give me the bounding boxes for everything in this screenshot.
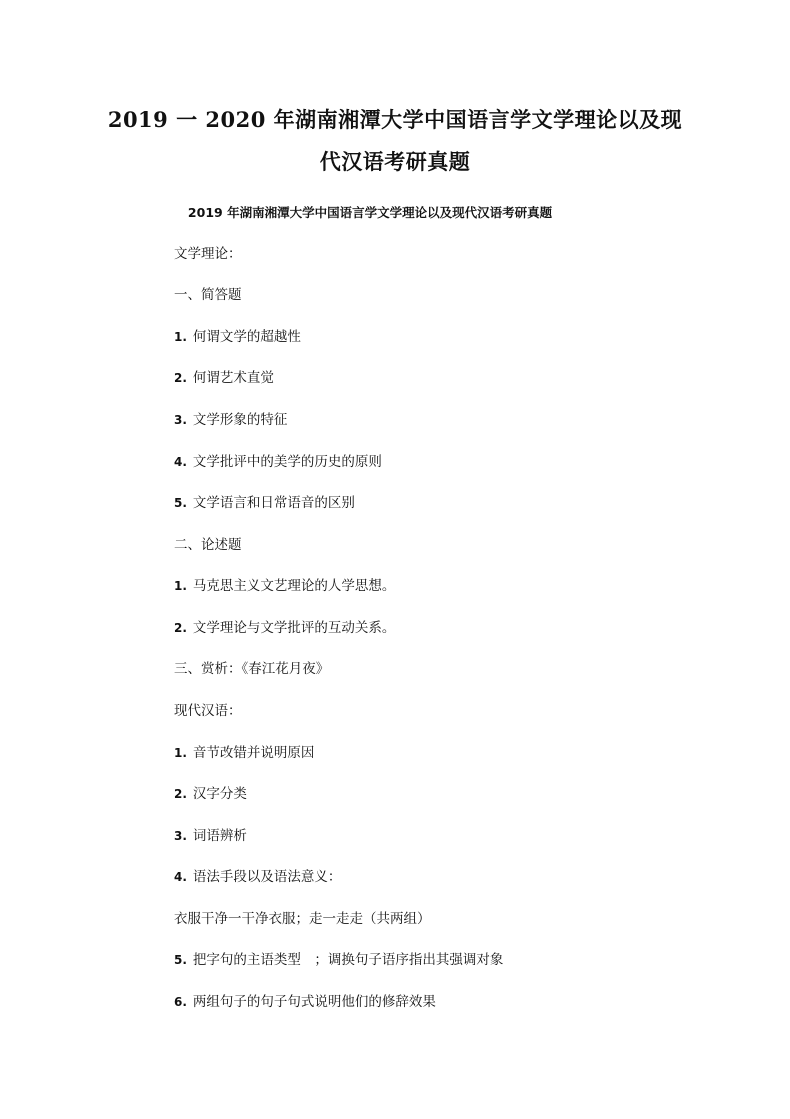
item-number: 1. <box>174 746 187 760</box>
section1-heading: 一、简答题 <box>174 287 242 303</box>
list-item <box>174 951 503 969</box>
item-number: 1. <box>174 330 187 344</box>
item-text: 词语辨析 <box>192 828 247 844</box>
list-item <box>174 328 301 346</box>
item-text: 两组句子的句子句式说明他们的修辞效果 <box>192 994 436 1010</box>
item-text: 马克思主义文艺理论的人学思想。 <box>192 578 396 594</box>
item-text: 汉字分类 <box>192 786 247 802</box>
item-text: 音节改错并说明原因 <box>192 745 315 761</box>
document-title-line-1: 2019 一 2020 年湖南湘潭大学中国语言学文学理论以及现 <box>107 107 683 132</box>
item-text: 语法手段以及语法意义： <box>192 869 342 885</box>
item-number: 4. <box>174 870 187 884</box>
list-item <box>174 744 314 762</box>
modern-note: 衣服干净一干净衣服；走一走走（共两组） <box>174 911 431 927</box>
document-subtitle: 2019 年湖南湘潭大学中国语言学文学理论以及现代汉语考研真题 <box>187 205 553 220</box>
list-item <box>174 411 287 429</box>
list-item <box>174 369 274 387</box>
item-number: 3. <box>174 829 187 843</box>
item-number: 1. <box>174 579 187 593</box>
list-item <box>174 453 382 471</box>
item-text: 何谓文学的超越性 <box>192 329 301 345</box>
list-item <box>174 577 395 595</box>
item-number: 6. <box>174 995 187 1009</box>
list-item <box>174 868 341 886</box>
list-item <box>174 494 355 512</box>
section2-heading: 二、论述题 <box>174 537 242 553</box>
section3-heading: 三、赏析：《春江花月夜》 <box>174 661 330 677</box>
item-text: 文学批评中的美学的历史的原则 <box>192 454 382 470</box>
item-number: 5. <box>174 496 187 510</box>
document-title-line-2: 代汉语考研真题 <box>319 149 471 174</box>
list-item <box>174 785 247 803</box>
item-number: 2. <box>174 371 187 385</box>
item-text: 把字句的主语类型 ；调换句子语序指出其强调对象 <box>192 952 504 968</box>
item-number: 3. <box>174 413 187 427</box>
item-text: 何谓艺术直觉 <box>192 370 274 386</box>
item-text: 文学形象的特征 <box>192 412 288 428</box>
list-item <box>174 827 247 845</box>
modern-chinese-heading: 现代汉语： <box>174 703 242 719</box>
list-item <box>174 993 436 1011</box>
item-number: 4. <box>174 455 187 469</box>
list-item <box>174 619 395 637</box>
item-text: 文学语言和日常语音的区别 <box>192 495 355 511</box>
item-text: 文学理论与文学批评的互动关系。 <box>192 620 396 636</box>
item-number: 2. <box>174 621 187 635</box>
lit-theory-heading: 文学理论： <box>174 246 242 262</box>
item-number: 2. <box>174 787 187 801</box>
item-number: 5. <box>174 953 187 967</box>
